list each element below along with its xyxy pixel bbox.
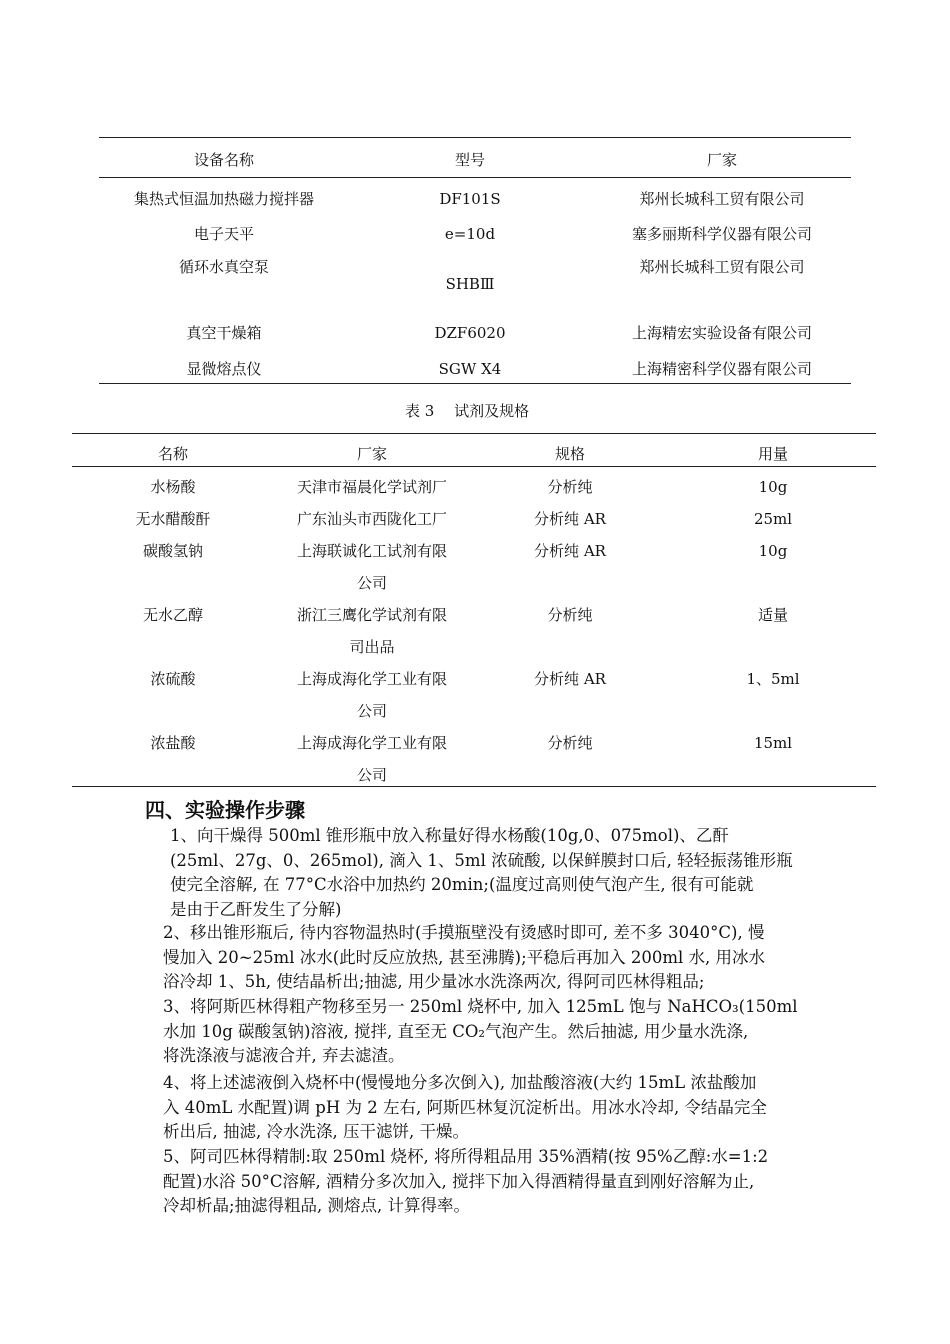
table-cell: 15ml bbox=[753, 734, 793, 752]
table-cell: 天津市福晨化学试剂厂 bbox=[296, 478, 447, 496]
table-caption: 表 3 试剂及规格 bbox=[405, 402, 530, 420]
table-cell: 分析纯 AR bbox=[534, 542, 606, 560]
step-line: 水加 10g 碳酸氢钠)溶液, 搅拌, 直至无 CO₂气泡产生。然后抽滤, 用少量水洗涤, bbox=[163, 1021, 749, 1041]
table-cell: 无水醋酸酐 bbox=[135, 510, 211, 528]
table-cell: 司出品 bbox=[349, 638, 395, 656]
table-header-rule bbox=[99, 177, 851, 178]
step-line: 是由于乙酐发生了分解) bbox=[170, 899, 342, 919]
step-line: 2、移出锥形瓶后, 待内容物温热时(手摸瓶壁没有烫感时即可, 差不多 3040°C), 慢 bbox=[163, 923, 765, 942]
column-header-amount: 用量 bbox=[757, 445, 788, 463]
table-cell: 碳酸氢钠 bbox=[142, 542, 203, 560]
table-cell: DF101S bbox=[439, 190, 501, 208]
table-cell: 上海成海化学工业有限 bbox=[296, 670, 447, 688]
step-line: 1、向干燥得 500ml 锥形瓶中放入称量好得水杨酸(10g,0、075mol)、乙酐 bbox=[170, 826, 729, 845]
table-cell: SHBⅢ bbox=[445, 275, 495, 293]
table-cell: 上海精宏实验设备有限公司 bbox=[631, 324, 812, 342]
table-cell: 公司 bbox=[356, 702, 387, 720]
table-cell: 郑州长城科工贸有限公司 bbox=[639, 190, 805, 208]
table-cell: 集热式恒温加热磁力搅拌器 bbox=[133, 190, 314, 208]
step-line: 将洗涤液与滤液合并, 弃去滤渣。 bbox=[163, 1046, 405, 1065]
table-header-rule bbox=[72, 466, 876, 467]
table-cell: 公司 bbox=[356, 574, 387, 592]
step-line: 析出后, 抽滤, 冷水洗涤, 压干滤饼, 干燥。 bbox=[163, 1122, 469, 1141]
table-cell: 无水乙醇 bbox=[142, 606, 203, 624]
step-line: 慢加入 20~25ml 冰水(此时反应放热, 甚至沸腾);平稳后再加入 200ml 水, 用冰水 bbox=[163, 947, 766, 967]
table-cell: 分析纯 bbox=[547, 478, 593, 496]
column-header-manufacturer: 厂家 bbox=[706, 151, 737, 169]
table-top-rule bbox=[72, 433, 876, 434]
table-cell: 广东汕头市西陇化工厂 bbox=[296, 510, 447, 528]
table-cell: 循环水真空泵 bbox=[178, 258, 269, 276]
table-cell: DZF6020 bbox=[434, 324, 506, 342]
table-cell: 电子天平 bbox=[193, 225, 254, 243]
table-cell: 浓硫酸 bbox=[150, 670, 196, 688]
table-cell: 真空干燥箱 bbox=[186, 324, 262, 342]
table-bottom-rule bbox=[99, 383, 851, 384]
column-header-spec: 规格 bbox=[554, 445, 585, 463]
table-cell: 分析纯 bbox=[547, 606, 593, 624]
table-cell: 上海联诚化工试剂有限 bbox=[296, 542, 447, 560]
table-cell: 10g bbox=[758, 542, 788, 560]
table-cell: 1、5ml bbox=[746, 670, 800, 688]
step-line: 入 40mL 水配置)调 pH 为 2 左右, 阿斯匹林复沉淀析出。用冰水冷却, 令结晶完全 bbox=[163, 1097, 767, 1117]
procedure-step bbox=[163, 1145, 842, 1219]
table-cell: 水杨酸 bbox=[150, 478, 196, 496]
table-cell: e=10d bbox=[444, 225, 496, 243]
step-line: 浴冷却 1、5h, 使结晶析出;抽滤, 用少量冰水洗涤两次, 得阿司匹林得粗品; bbox=[163, 972, 705, 991]
table-cell: 郑州长城科工贸有限公司 bbox=[639, 258, 805, 276]
table-cell: 上海成海化学工业有限 bbox=[296, 734, 447, 752]
procedure-step bbox=[163, 995, 842, 1069]
procedure-step bbox=[170, 824, 842, 922]
table-cell: 上海精密科学仪器有限公司 bbox=[631, 360, 812, 378]
table-cell: 浙江三鹰化学试剂有限 bbox=[296, 606, 447, 624]
column-header-model: 型号 bbox=[454, 151, 485, 169]
table-cell: 浓盐酸 bbox=[150, 734, 196, 752]
step-line: 冷却析晶;抽滤得粗品, 测熔点, 计算得率。 bbox=[163, 1196, 471, 1215]
table-cell: 25ml bbox=[753, 510, 793, 528]
table-cell: 分析纯 AR bbox=[534, 670, 606, 688]
step-line: 配置)水浴 50°C溶解, 酒精分多次加入, 搅拌下加入得酒精得量直到刚好溶解为止, bbox=[163, 1171, 755, 1191]
table-cell: 分析纯 AR bbox=[534, 510, 606, 528]
procedure-step bbox=[163, 1071, 842, 1145]
table-cell: 适量 bbox=[757, 606, 788, 624]
step-line: 4、将上述滤液倒入烧杯中(慢慢地分多次倒入), 加盐酸溶液(大约 15mL 浓盐酸加 bbox=[163, 1073, 757, 1092]
table-cell: 10g bbox=[758, 478, 788, 496]
column-header-manufacturer: 厂家 bbox=[356, 445, 387, 463]
table-top-rule bbox=[99, 137, 851, 138]
table-cell: 塞多丽斯科学仪器有限公司 bbox=[631, 225, 812, 243]
table-cell: SGW X4 bbox=[438, 360, 502, 378]
step-line: 3、将阿斯匹林得粗产物移至另一 250ml 烧杯中, 加入 125mL 饱与 NaHCO₃(150ml bbox=[163, 997, 798, 1016]
table-cell: 显微熔点仪 bbox=[186, 360, 262, 378]
step-line: 使完全溶解, 在 77°C水浴中加热约 20min;(温度过高则使气泡产生, 很有可能就 bbox=[170, 875, 754, 894]
column-header-name: 名称 bbox=[157, 445, 188, 463]
step-line: 5、阿司匹林得精制:取 250ml 烧杯, 将所得粗品用 35%酒精(按 95%乙醇:水=1:2 bbox=[163, 1147, 769, 1166]
table-bottom-rule bbox=[72, 786, 876, 787]
column-header-equipment-name: 设备名称 bbox=[193, 151, 254, 169]
section-heading: 四、实验操作步骤 bbox=[145, 798, 305, 822]
step-line: (25ml、27g、0、265mol), 滴入 1、5ml 浓硫酸, 以保鲜膜封口后, 轻轻振荡锥形瓶 bbox=[170, 850, 793, 870]
table-cell: 分析纯 bbox=[547, 734, 593, 752]
table-cell: 公司 bbox=[356, 766, 387, 784]
procedure-step bbox=[163, 921, 842, 995]
